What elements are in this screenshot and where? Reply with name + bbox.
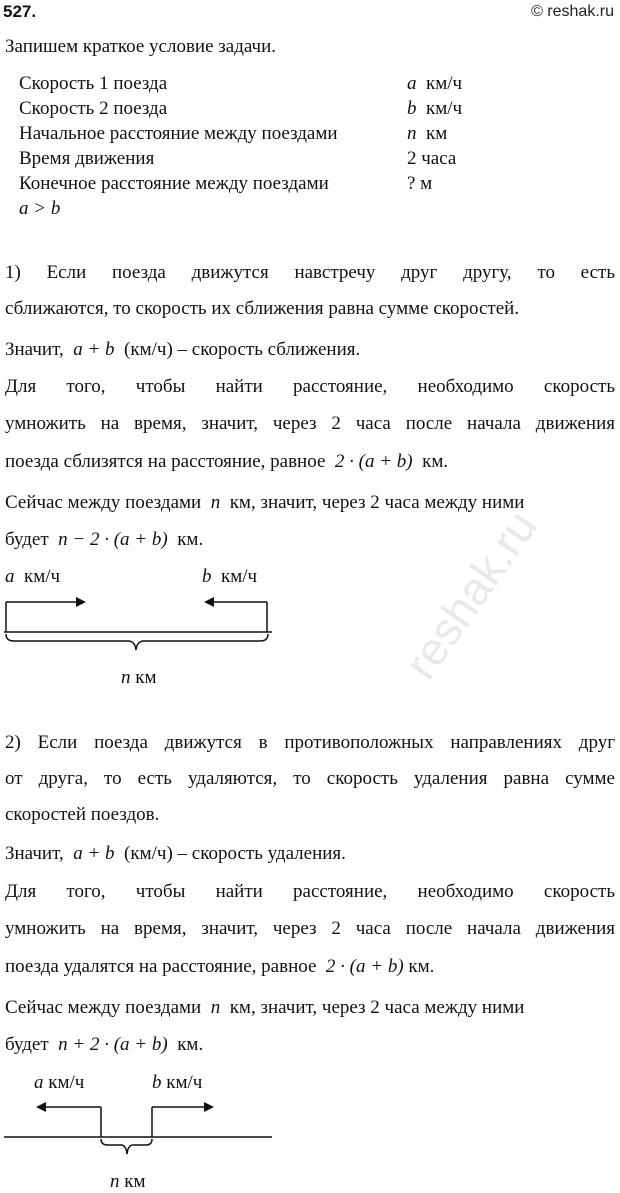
part1-now-line1: Сейчас между поездами n км, значит, через 2 часа между ними (5, 492, 525, 513)
fig2-distance-label: n км (110, 1171, 146, 1192)
part2-line2: от друга, то есть удаляются, то скорость удаления равна сумме (5, 768, 615, 789)
fig2-diagram (4, 1102, 272, 1154)
condition-value-speed1: a км/ч (407, 73, 463, 94)
part1-line2: сближаются, то скорость их сближения равна сумме скоростей. (5, 298, 520, 319)
fig1-diagram (4, 597, 272, 650)
condition-label-time: Время движения (19, 148, 155, 169)
part1-distance-line1: Для того, чтобы найти расстояние, необходимо скорость (5, 376, 615, 397)
part2-distance-line1: Для того, чтобы найти расстояние, необходимо скорость (5, 881, 615, 902)
watermark-text: reshak.ru (394, 501, 547, 688)
part2-line1: 2) Если поезда движутся в противоположных направлениях друг (5, 732, 615, 753)
part1-distance-line3: поезда сблизятся на расстояние, равное 2 · (a + b) км. (5, 451, 449, 472)
fig1-left-speed-label: a км/ч (5, 566, 61, 587)
condition-value-start-distance: n км (407, 123, 448, 144)
fig1-right-speed-label: b км/ч (202, 566, 258, 587)
fig1-distance-label: n км (121, 667, 157, 688)
part2-distance-line2: умножить на время, значит, через 2 часа после начала движения (5, 918, 615, 939)
condition-label-end-distance: Конечное расстояние между поездами (19, 173, 329, 194)
condition-inequality: a > b (19, 198, 61, 219)
fig1-right-arrowhead (204, 597, 214, 607)
fig2-left-speed-label: a км/ч (34, 1072, 85, 1093)
part2-now-line1: Сейчас между поездами n км, значит, через 2 часа между ними (5, 997, 525, 1018)
condition-value-end-distance: ? м (407, 173, 433, 194)
part2-result: будет n + 2 · (a + b) км. (5, 1034, 204, 1055)
condition-value-time: 2 часа (407, 148, 457, 169)
fig2-right-speed-label: b км/ч (152, 1072, 203, 1093)
part1-result: будет n − 2 · (a + b) км. (5, 529, 204, 550)
fig2-brace (101, 1139, 152, 1154)
condition-label-speed1: Скорость 1 поезда (19, 73, 168, 94)
intro-text: Запишем краткое условие задачи. (5, 36, 277, 57)
fig2-right-arrowhead (204, 1102, 214, 1112)
part2-separation-speed: Значит, a + b (км/ч) – скорость удаления. (5, 843, 346, 864)
condition-value-speed2: b км/ч (407, 98, 463, 119)
fig1-brace (6, 634, 268, 650)
fig2-left-arrowhead (36, 1102, 46, 1112)
part2-distance-line3: поезда удалятся на расстояние, равное 2 · (a + b) км. (5, 956, 435, 977)
site-credit: © reshak.ru (531, 3, 614, 20)
problem-number: 527. (3, 2, 37, 21)
fig1-left-arrowhead (76, 597, 86, 607)
part2-line3: скоростей поездов. (5, 804, 160, 825)
part1-line1: 1) Если поезда движутся навстречу друг другу, то есть (5, 262, 615, 283)
condition-label-speed2: Скорость 2 поезда (19, 98, 168, 119)
part1-distance-line2: умножить на время, значит, через 2 часа после начала движения (5, 413, 615, 434)
part1-closing-speed: Значит, a + b (км/ч) – скорость сближения. (5, 339, 361, 360)
condition-label-start-distance: Начальное расстояние между поездами (19, 123, 338, 144)
